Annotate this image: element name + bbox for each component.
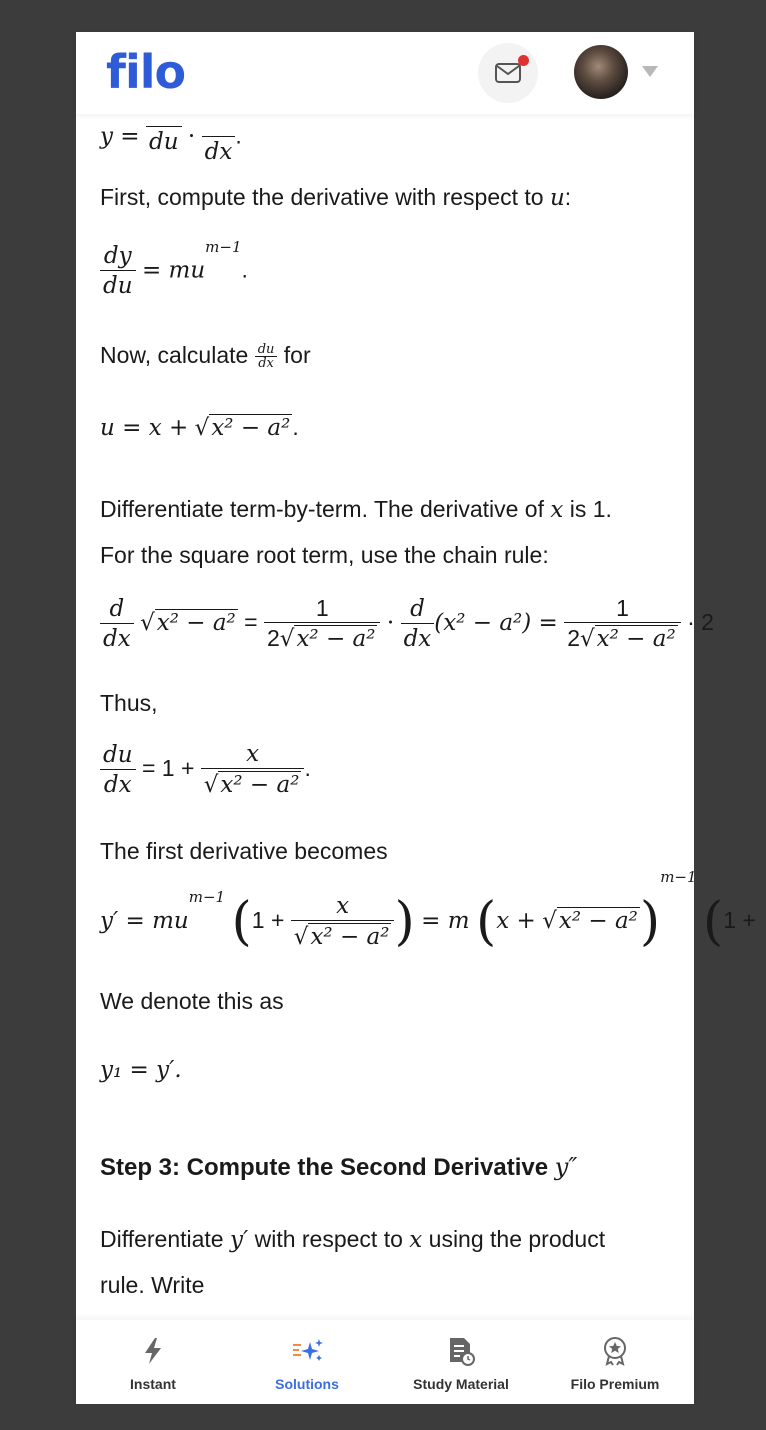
paragraph: Now, calculate $\frac{du}{dx}$ for [100, 342, 311, 372]
equation-y1: y₁ = y′. [100, 1057, 182, 1083]
bottom-nav [76, 1320, 694, 1404]
fraction: du [146, 98, 182, 157]
chevron-down-icon[interactable] [642, 66, 658, 77]
document-clock-icon [447, 1336, 475, 1366]
sparkle-icon [290, 1336, 324, 1366]
app-header [76, 32, 694, 114]
nav-study-material[interactable]: Study Material [384, 1320, 538, 1404]
solution-content [100, 32, 756, 1320]
inbox-button[interactable] [478, 43, 538, 103]
phone-screen [76, 32, 756, 1404]
paragraph: For the square root term, use the chain rule: [100, 542, 549, 568]
equation-dy-du: $\frac{dy}{du}$ = $mu^{m-1}$. [100, 242, 248, 301]
paragraph: Differentiate y′ with respect to x using the product [100, 1226, 606, 1253]
paragraph: The first derivative becomes [100, 838, 388, 864]
equation-first-derivative: $y' = mu^{m-1}$ (1 + $\frac{x}{\text{√x² − a²}}$ ) = m $(x + √x^2 - a^2)^{m-1}$ (1 + [100, 868, 756, 952]
nav-instant[interactable]: Instant [76, 1320, 230, 1404]
equation-chain-rule: $\frac{d}{dx}$ √x² − a² = $\frac{1}{\text{2√x² − a²}}$ · $\frac{d}{dx}$ (x² − a²) = $\frac{1}{\text{2√x² − a²}}$ · 2 [100, 594, 714, 654]
mail-icon [494, 61, 522, 85]
filo-logo[interactable]: filo [106, 45, 186, 99]
paragraph: rule. Write [100, 1272, 205, 1298]
nav-filo-premium[interactable]: Filo Premium [538, 1320, 692, 1404]
paragraph: First, compute the derivative with respect to u: [100, 184, 572, 211]
equation-du-dx: $\frac{du}{dx}$ = 1 + $\frac{x}{\text{√x² − a²}}$ . [100, 740, 311, 800]
notification-dot [518, 55, 529, 66]
paragraph: Thus, [100, 690, 158, 716]
avatar[interactable] [574, 45, 628, 99]
fraction: dx [202, 108, 236, 167]
nav-solutions[interactable]: Solutions [230, 1320, 384, 1404]
paragraph: We denote this as [100, 988, 284, 1014]
lightning-icon [139, 1336, 167, 1366]
paragraph: Differentiate term-by-term. The derivative of x is 1. [100, 496, 612, 523]
award-badge-icon [601, 1336, 629, 1366]
step-heading: Step 3: Compute the Second Derivative y″ [100, 1153, 578, 1181]
equation-u: u = x + √x² − a². [100, 414, 299, 441]
equation-line: y = du · dx . [100, 108, 242, 167]
